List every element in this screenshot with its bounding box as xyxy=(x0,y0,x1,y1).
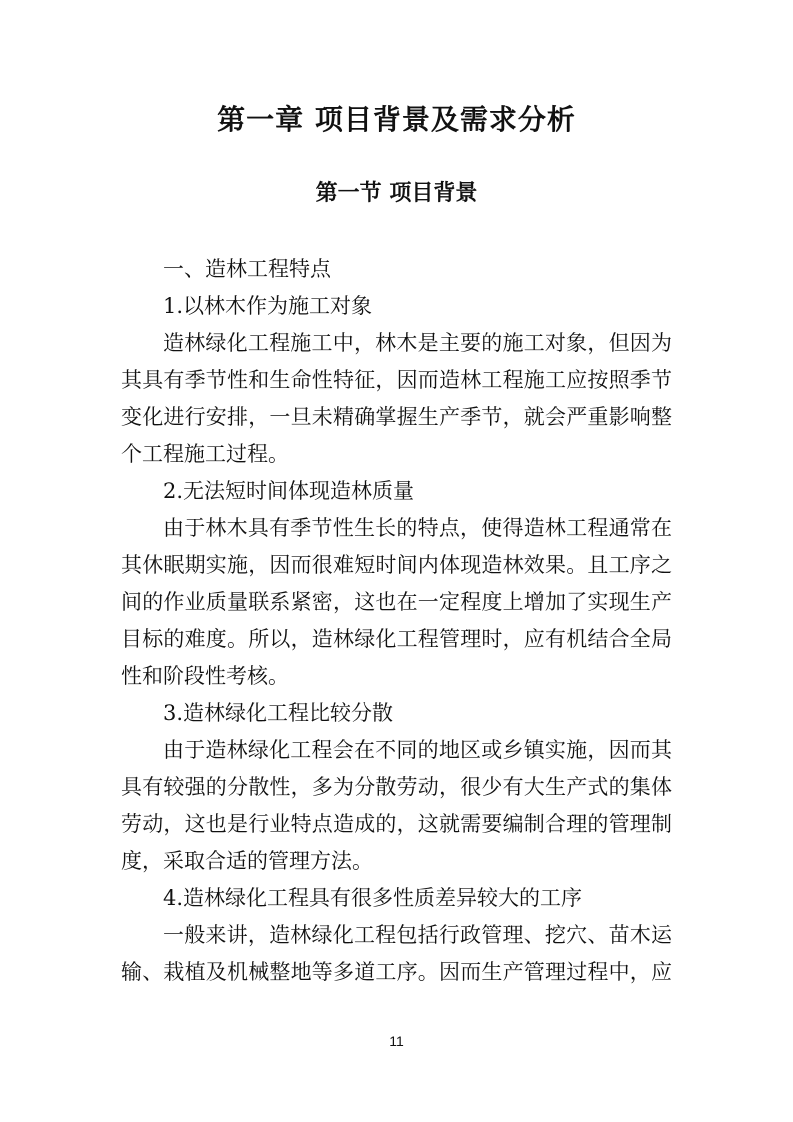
text-line: 其休眠期实施，因而很难短时间内体现造林效果。且工序之 xyxy=(121,553,672,577)
text-line: 其具有季节性和生命性特征，因而造林工程施工应按照季节 xyxy=(121,368,672,392)
text-line: 间的作业质量联系紧密，这也在一定程度上增加了实现生产 xyxy=(121,590,672,614)
text-line: 具有较强的分散性，多为分散劳动，很少有大生产式的集体 xyxy=(121,775,672,799)
text-line: 1.以林木作为施工对象 xyxy=(163,294,373,318)
text-line: 由于林木具有季节性生长的特点，使得造林工程通常在 xyxy=(163,516,672,540)
text-line: 目标的难度。所以，造林绿化工程管理时，应有机结合全局 xyxy=(121,627,672,651)
text-line: 造林绿化工程施工中，林木是主要的施工对象，但因为 xyxy=(163,331,672,355)
text-line: 个工程施工过程。 xyxy=(121,442,289,466)
text-line: 一般来讲，造林绿化工程包括行政管理、挖穴、苗木运 xyxy=(163,923,672,947)
text-line: 由于造林绿化工程会在不同的地区或乡镇实施，因而其 xyxy=(163,738,672,762)
page-number: 11 xyxy=(389,1033,404,1049)
section-title: 第一节 项目背景 xyxy=(315,181,478,206)
chapter-title: 第一章 项目背景及需求分析 xyxy=(217,103,576,136)
text-line: 输、栽植及机械整地等多道工序。因而生产管理过程中，应 xyxy=(121,960,672,984)
text-line: 劳动，这也是行业特点造成的，这就需要编制合理的管理制 xyxy=(121,812,672,836)
text-line: 3.造林绿化工程比较分散 xyxy=(163,701,394,725)
text-line: 性和阶段性考核。 xyxy=(121,664,289,688)
text-line: 一、造林工程特点 xyxy=(163,257,331,281)
text-line: 4.造林绿化工程具有很多性质差异较大的工序 xyxy=(163,886,583,910)
text-line: 变化进行安排，一旦未精确掌握生产季节，就会严重影响整 xyxy=(121,405,672,429)
text-line: 2.无法短时间体现造林质量 xyxy=(163,479,415,503)
text-line: 度，采取合适的管理方法。 xyxy=(121,849,373,873)
body-text xyxy=(121,251,672,991)
